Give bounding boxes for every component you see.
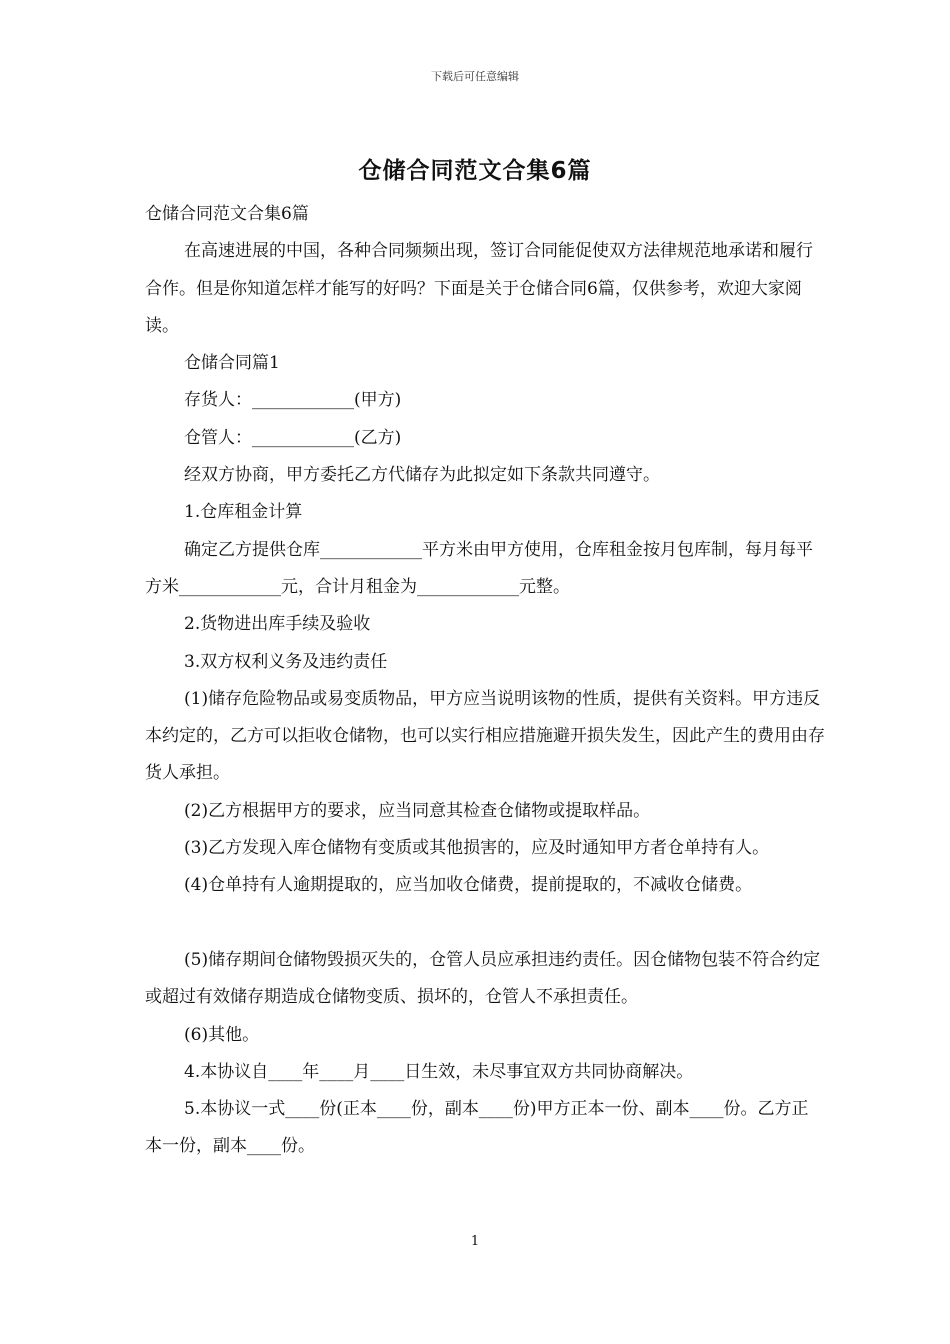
document-title: 仓储合同范文合集6篇 [358, 158, 592, 184]
blank-line [145, 905, 825, 942]
clause-item: (3)乙方发现入库仓储物有变质或其他损害的，应及时通知甲方者仓单持有人。 [184, 838, 770, 859]
clause-heading: 1.仓库租金计算 [184, 502, 303, 523]
page-number: 1 [470, 1234, 480, 1249]
clause-heading: 2.货物进出库手续及验收 [184, 614, 371, 635]
document-subtitle: 仓储合同范文合集6篇 [145, 204, 309, 224]
clause-paragraph: 4.本协议自____年____月____日生效，未尽事宜双方共同协商解决。 [184, 1061, 694, 1082]
clause-heading: 3.双方权利义务及违约责任 [184, 651, 388, 672]
document-body [145, 196, 825, 1166]
clause-item: (4)仓单持有人逾期提取的，应当加收仓储费，提前提取的，不减收仓储费。 [184, 875, 753, 896]
intro-paragraph: 在高速进展的中国，各种合同频频出现，签订合同能促使双方法律规范地承诺和履行合作。但是你知道怎样才能写的好吗？下面是关于仓储合同6篇，仅供参考，欢迎大家阅读。 [145, 241, 813, 336]
party-a-line: 存货人：____________(甲方) [184, 390, 402, 411]
clause-item: (2)乙方根据甲方的要求，应当同意其检查仓储物或提取样品。 [184, 800, 651, 821]
clause-paragraph: 确定乙方提供仓库____________平方米由甲方使用，仓库租金按月包库制，每月每平方米____________元，合计月租金为____________元整。 [145, 539, 813, 597]
clause-item: (6)其他。 [184, 1024, 260, 1045]
header-note: 下载后可任意编辑 [431, 70, 519, 83]
section-heading: 仓储合同篇1 [184, 353, 280, 374]
party-b-line: 仓管人：____________(乙方) [184, 427, 402, 448]
clause-item: (1)储存危险物品或易变质物品，甲方应当说明该物的性质，提供有关资料。甲方违反本约定的，乙方可以拒收仓储物，也可以实行相应措施避开损失发生，因此产生的费用由存货人承担。 [145, 688, 825, 784]
clause-paragraph: 5.本协议一式____份(正本____份，副本____份)甲方正本一份、副本____份。乙方正本一份，副本____份。 [145, 1099, 809, 1157]
agreement-paragraph: 经双方协商，甲方委托乙方代储存为此拟定如下条款共同遵守。 [184, 465, 660, 486]
clause-item: (5)储存期间仓储物毁损灭失的，仓管人员应承担违约责任。因仓储物包装不符合约定或超过有效储存期造成仓储物变质、损坏的，仓管人不承担责任。 [145, 949, 821, 1008]
